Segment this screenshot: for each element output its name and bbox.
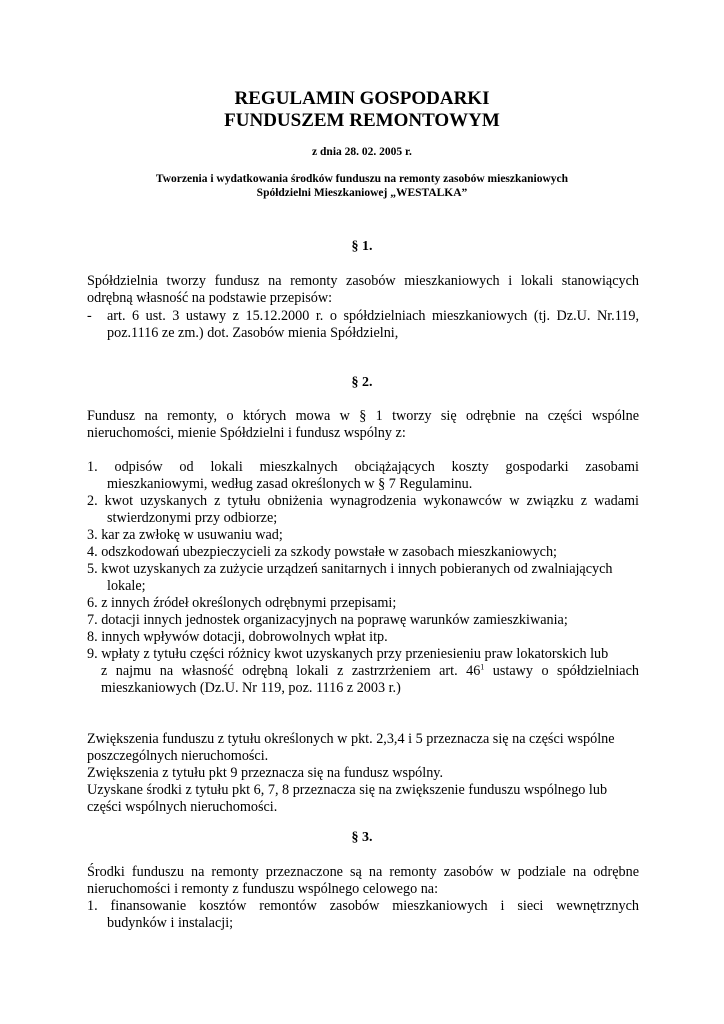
section-2-heading: § 2. — [351, 375, 373, 390]
section-2-item-3: 3. kar za zwłokę w usuwaniu wad; — [87, 527, 283, 543]
section-1-item-line1: art. 6 ust. 3 ustawy z 15.12.2000 r. o spółdzielniach mieszkaniowych (tj. Dz.U. Nr.119, — [107, 308, 639, 324]
section-2-item-5-line1: 5. kwot uzyskanych za zużycie urządzeń sanitarnych i innych pobieranych od zwalniających — [87, 561, 613, 577]
section-2-item-9-line3: mieszkaniowych (Dz.U. Nr 119, poz. 1116 z 2003 r.) — [101, 680, 401, 696]
document-title-line2: FUNDUSZEM REMONTOWYM — [224, 110, 500, 131]
section-3-text-line2: nieruchomości i remonty z funduszu wspólnego celowego na: — [87, 881, 439, 897]
section-2-item-8: 8. innych wpływów dotacji, dobrowolnych wpłat itp. — [87, 629, 388, 645]
document-subtitle-line2: Spółdzielni Mieszkaniowej „WESTALKA” — [256, 187, 468, 199]
section-3-item-1-line2: budynków i instalacji; — [107, 915, 234, 931]
section-1-dash: - — [87, 308, 92, 324]
section-2-after-line4: Uzyskane środki z tytułu pkt 6, 7, 8 przeznacza się na zwiększenie funduszu wspólnego lub — [87, 782, 608, 798]
section-2-item-9-superscript: 1 — [480, 662, 485, 672]
section-3-heading: § 3. — [351, 830, 373, 845]
document-date: z dnia 28. 02. 2005 r. — [312, 146, 412, 158]
section-1-text-line2: odrębną własność na podstawie przepisów: — [87, 290, 333, 306]
section-2-item-5-line2: lokale; — [107, 578, 146, 594]
document-title-line1: REGULAMIN GOSPODARKI — [234, 88, 490, 109]
section-3-text-line1: Środki funduszu na remonty przeznaczone są na remonty zasobów w podziale na odrębne — [87, 864, 639, 880]
section-2-after-line2: poszczególnych nieruchomości. — [87, 748, 269, 764]
section-2-item-9-line2 — [101, 663, 639, 680]
section-1-item-line2: poz.1116 ze zm.) dot. Zasobów mienia Spółdzielni, — [107, 325, 399, 341]
section-2-item-9-line1: 9. wpłaty z tytułu części różnicy kwot uzyskanych przy przeniesieniu praw lokatorskich lub — [87, 646, 609, 662]
section-2-item-1-line1: 1. odpisów od lokali mieszkalnych obciążających koszty gospodarki zasobami — [87, 459, 639, 475]
section-2-item-4: 4. odszkodowań ubezpieczycieli za szkody powstałe w zasobach mieszkaniowych; — [87, 544, 557, 560]
section-2-item-6: 6. z innych źródeł określonych odrębnymi przepisami; — [87, 595, 397, 611]
section-2-item-1-line2: mieszkaniowymi, według zasad określonych w § 7 Regulaminu. — [107, 476, 473, 492]
section-1-text-line1: Spółdzielnia tworzy fundusz na remonty zasobów mieszkaniowych i lokali stanowiących — [87, 273, 639, 289]
section-2-item-7: 7. dotacji innych jednostek organizacyjnych na poprawę warunków zamieszkiwania; — [87, 612, 568, 628]
section-3-item-1-line1: 1. finansowanie kosztów remontów zasobów mieszkaniowych i sieci wewnętrznych — [87, 898, 639, 914]
section-2-intro-line1: Fundusz na remonty, o których mowa w § 1 tworzy się odrębnie na części wspólne — [87, 408, 639, 424]
section-2-after-line5: części wspólnych nieruchomości. — [87, 799, 278, 815]
section-1-heading: § 1. — [351, 239, 373, 254]
section-2-after-line1: Zwiększenia funduszu z tytułu określonych w pkt. 2,3,4 i 5 przeznacza się na części wspólne — [87, 731, 615, 747]
section-2-intro-line2: nieruchomości, mienie Spółdzielni i fundusz wspólny z: — [87, 425, 406, 441]
document-subtitle-line1: Tworzenia i wydatkowania środków funduszu na remonty zasobów mieszkaniowych — [155, 173, 569, 185]
section-2-item-9-line2-part2: ustawy o spółdzielniach — [484, 663, 639, 679]
section-2-item-2-line1: 2. kwot uzyskanych z tytułu obniżenia wynagrodzenia wykonawców w związku z wadami — [87, 493, 639, 509]
section-2-after-line3: Zwiększenia z tytułu pkt 9 przeznacza się na fundusz wspólny. — [87, 765, 444, 781]
section-2-item-2-line2: stwierdzonymi przy odbiorze; — [107, 510, 278, 526]
section-2-item-9-line2-part1: z najmu na własność odrębną lokali z zastrzrżeniem art. 46 — [101, 663, 481, 679]
